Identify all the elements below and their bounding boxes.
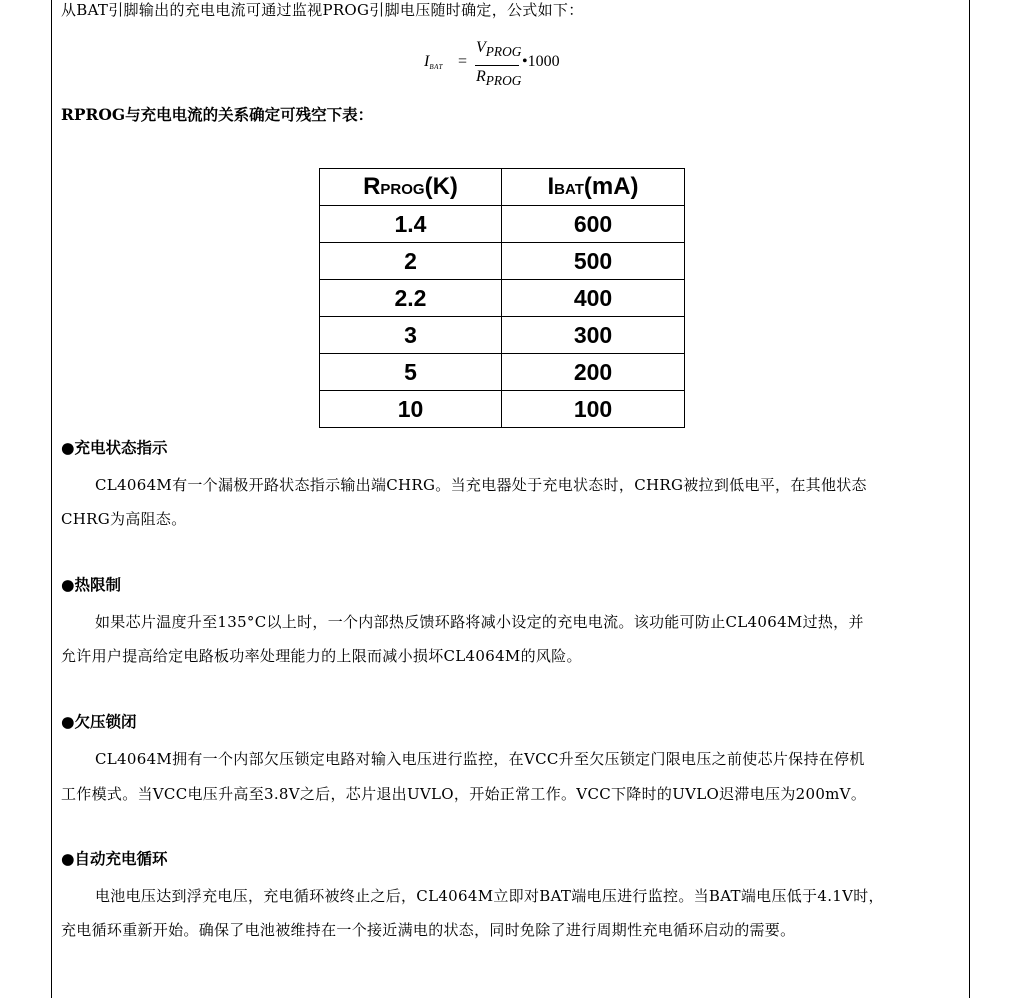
section-title-auto-recharge: ●自动充电循环 <box>61 849 168 868</box>
table-row <box>320 354 685 391</box>
formula-multiplier: •1000 <box>522 53 560 70</box>
section-text-line: 工作模式。当VCC电压升高至3.8V之后，芯片退出UVLO，开始正常工作。VCC下降时的UVLO迟滞电压为200mV。 <box>61 785 867 803</box>
section-text-line: CL4064M拥有一个内部欠压锁定电路对输入电压进行监控，在VCC升至欠压锁定门限电压之前使芯片保持在停机 <box>95 750 865 768</box>
section-text-line: 允许用户提高给定电路板功率处理能力的上限而减小损坏CL4064M的风险。 <box>61 647 582 665</box>
section-text-line: CHRG为高阻态。 <box>61 510 187 528</box>
section-title-thermal-limit: ●热限制 <box>61 575 122 594</box>
cell-ibat: 600 <box>502 206 685 243</box>
cell-ibat: 500 <box>502 243 685 280</box>
formula-equals: = <box>458 53 468 70</box>
section-title-charge-status: ●充电状态指示 <box>61 438 168 457</box>
charge-current-formula <box>424 38 594 94</box>
cell-ibat: 400 <box>502 280 685 317</box>
cell-rprog: 1.4 <box>320 206 502 243</box>
cell-rprog: 5 <box>320 354 502 391</box>
header-ibat: IBAT(mA) <box>502 169 685 206</box>
cell-rprog: 2.2 <box>320 280 502 317</box>
section-text-line: 电池电压达到浮充电压，充电循环被终止之后，CL4064M立即对BAT端电压进行监控。当BAT端电压低于4.1V时， <box>95 887 884 905</box>
table-row <box>320 280 685 317</box>
cell-ibat: 100 <box>502 391 685 428</box>
cell-rprog: 2 <box>320 243 502 280</box>
table-row <box>320 317 685 354</box>
intro-text: 从BAT引脚输出的充电电流可通过监视PROG引脚电压随时确定，公式如下： <box>61 1 584 19</box>
formula-numerator: $V_{PROG}$ <box>476 39 522 60</box>
rprog-ibat-table <box>319 168 685 428</box>
table-row <box>320 391 685 428</box>
cell-ibat: 300 <box>502 317 685 354</box>
fraction-bar <box>475 65 519 66</box>
section-text-line: 如果芯片温度升至135°C以上时，一个内部热反馈环路将减小设定的充电电流。该功能可防止CL4064M过热，并 <box>95 613 864 631</box>
formula-lhs: $I_{BAT}$ <box>424 53 444 71</box>
cell-ibat: 200 <box>502 354 685 391</box>
formula-denominator: $R_{PROG}$ <box>476 68 522 89</box>
section-title-uvlo: ●欠压锁闭 <box>61 712 137 731</box>
table-heading: RPROG与充电电流的关系确定可残空下表： <box>61 105 374 124</box>
table-header-row <box>320 169 685 206</box>
section-text-line: 充电循环重新开始。确保了电池被维持在一个接近满电的状态，同时免除了进行周期性充电循环启动的需要。 <box>61 921 796 939</box>
cell-rprog: 10 <box>320 391 502 428</box>
table-row <box>320 243 685 280</box>
page-frame <box>51 0 970 998</box>
section-text-line: CL4064M有一个漏极开路状态指示输出端CHRG。当充电器处于充电状态时，CHRG被拉到低电平，在其他状态 <box>95 476 867 494</box>
header-rprog: RPROG(K) <box>320 169 502 206</box>
cell-rprog: 3 <box>320 317 502 354</box>
table-row <box>320 206 685 243</box>
